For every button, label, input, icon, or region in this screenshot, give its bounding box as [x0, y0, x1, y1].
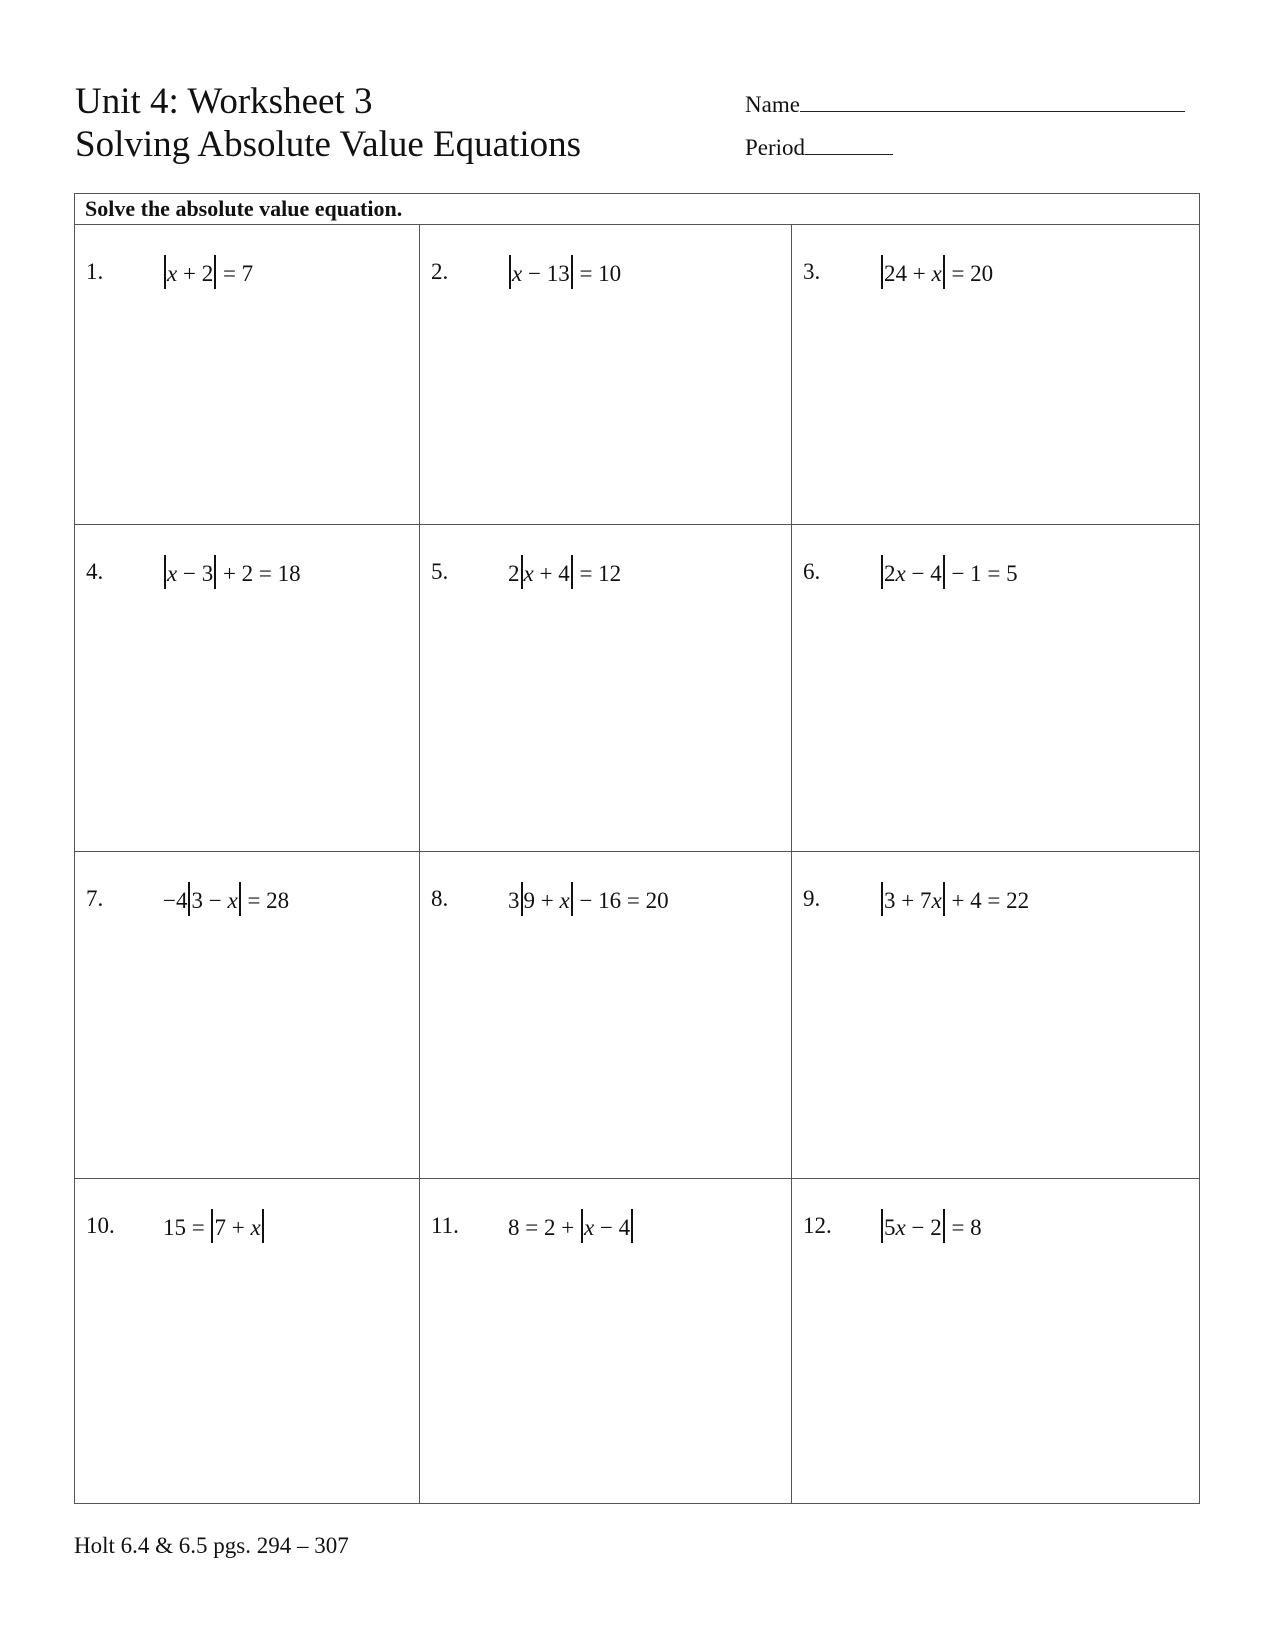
equation-term: 8 = 2 + [508, 1215, 580, 1240]
equation-term: 3 + 7 [884, 888, 932, 913]
absolute-value-bar [164, 555, 166, 589]
problem-equation [880, 555, 1018, 589]
equation-term: = 12 [573, 561, 622, 586]
variable-x: x [250, 1215, 261, 1240]
absolute-value-bar [581, 1209, 583, 1243]
absolute-value-bar [943, 1209, 945, 1243]
variable-x: x [512, 261, 523, 286]
problem-equation [508, 1209, 634, 1243]
problem-cell[interactable] [420, 852, 792, 1179]
problem-cell[interactable] [792, 225, 1199, 525]
absolute-value-bar [239, 882, 241, 916]
absolute-value-bar [943, 255, 945, 289]
equation-term: + 4 = 22 [945, 888, 1030, 913]
equation-term: − 16 = 20 [573, 888, 669, 913]
problem-equation [508, 255, 621, 289]
problem-cell[interactable] [75, 1179, 420, 1503]
variable-x: x [931, 261, 942, 286]
equation-term: 24 + [884, 261, 932, 286]
absolute-value-bar [571, 255, 573, 289]
equation-term: = 20 [945, 261, 994, 286]
problem-number: 10. [86, 1213, 115, 1238]
absolute-value-bar [571, 555, 573, 589]
absolute-value-bar [881, 1209, 883, 1243]
problem-cell[interactable] [792, 1179, 1199, 1503]
problem-number: 4. [86, 559, 104, 584]
name-blank[interactable] [800, 110, 1185, 112]
equation-term: + 4 [533, 561, 570, 586]
variable-x: x [559, 888, 570, 913]
problem-cell[interactable] [75, 852, 420, 1179]
equation-term: = 28 [241, 888, 290, 913]
equation-term: 2 [508, 561, 520, 586]
variable-x: x [931, 888, 942, 913]
problem-number: 2. [431, 259, 449, 284]
absolute-value-bar [943, 555, 945, 589]
problem-cell[interactable] [420, 525, 792, 852]
absolute-value-bar [881, 255, 883, 289]
problem-cell[interactable] [792, 525, 1199, 852]
name-line [745, 92, 1185, 118]
equation-term: 9 + [523, 888, 560, 913]
problem-number: 1. [86, 259, 104, 284]
problem-equation [508, 555, 621, 589]
instructions: Solve the absolute value equation. [75, 194, 1199, 225]
problem-grid [75, 225, 1199, 1503]
worksheet-subtitle: Solving Absolute Value Equations [75, 124, 582, 165]
equation-term: = 10 [573, 261, 622, 286]
equation-term: − 13 [522, 261, 570, 286]
problem-number: 3. [803, 259, 821, 284]
absolute-value-bar [943, 882, 945, 916]
absolute-value-bar [509, 255, 511, 289]
absolute-value-bar [571, 882, 573, 916]
absolute-value-bar [262, 1209, 264, 1243]
worksheet-title: Unit 4: Worksheet 3 [75, 81, 373, 122]
equation-term: − 2 [905, 1215, 942, 1240]
absolute-value-bar [521, 882, 523, 916]
variable-x: x [583, 1215, 595, 1240]
problem-number: 5. [431, 559, 449, 584]
problem-cell[interactable] [792, 852, 1199, 1179]
variable-x: x [167, 261, 178, 286]
problem-cell[interactable] [420, 1179, 792, 1503]
equation-term: − 3 [177, 561, 214, 586]
problem-equation [163, 882, 289, 916]
variable-x: x [895, 1215, 906, 1240]
problem-equation [508, 882, 669, 916]
problem-number: 12. [803, 1213, 832, 1238]
equation-term: − 1 = 5 [945, 561, 1018, 586]
absolute-value-bar [164, 255, 166, 289]
period-label: Period [745, 135, 806, 160]
period-line [745, 135, 1185, 161]
equation-term: 5 [884, 1215, 896, 1240]
problem-number: 11. [431, 1213, 459, 1238]
equation-term: + 2 = 18 [217, 561, 301, 586]
variable-x: x [523, 561, 534, 586]
problem-cell[interactable] [75, 525, 420, 852]
problem-equation [880, 255, 993, 289]
equation-term: 7 + [214, 1215, 251, 1240]
equation-term: 3 − [191, 888, 228, 913]
equation-term: − 4 [905, 561, 942, 586]
absolute-value-bar [521, 555, 523, 589]
equation-term: 15 = [163, 1215, 211, 1240]
problem-equation [163, 555, 301, 589]
student-info [745, 92, 1185, 178]
equation-term: = 7 [217, 261, 254, 286]
variable-x: x [895, 561, 906, 586]
absolute-value-bar [881, 555, 883, 589]
equation-term: + 2 [177, 261, 214, 286]
problem-number: 6. [803, 559, 821, 584]
problem-cell[interactable] [75, 225, 420, 525]
problem-cell[interactable] [420, 225, 792, 525]
variable-x: x [167, 561, 178, 586]
equation-term: 3 [508, 888, 520, 913]
absolute-value-bar [631, 1209, 633, 1243]
problem-number: 9. [803, 886, 821, 911]
absolute-value-bar [214, 555, 216, 589]
equation-term: = 8 [945, 1215, 982, 1240]
period-blank[interactable] [805, 153, 893, 155]
variable-x: x [227, 888, 238, 913]
equation-term: −4 [163, 888, 188, 913]
footer-reference: Holt 6.4 & 6.5 pgs. 294 – 307 [74, 1533, 349, 1558]
problem-equation [880, 882, 1029, 916]
absolute-value-bar [881, 882, 883, 916]
equation-term: − 4 [594, 1215, 631, 1240]
problem-equation [163, 1209, 265, 1243]
problem-number: 7. [86, 886, 104, 911]
name-label: Name [745, 92, 800, 117]
problem-table [74, 193, 1200, 1504]
problem-number: 8. [431, 886, 449, 911]
absolute-value-bar [214, 255, 216, 289]
problem-equation [880, 1209, 982, 1243]
problem-equation [163, 255, 253, 289]
title-block [75, 80, 581, 166]
equation-term: 2 [884, 561, 896, 586]
